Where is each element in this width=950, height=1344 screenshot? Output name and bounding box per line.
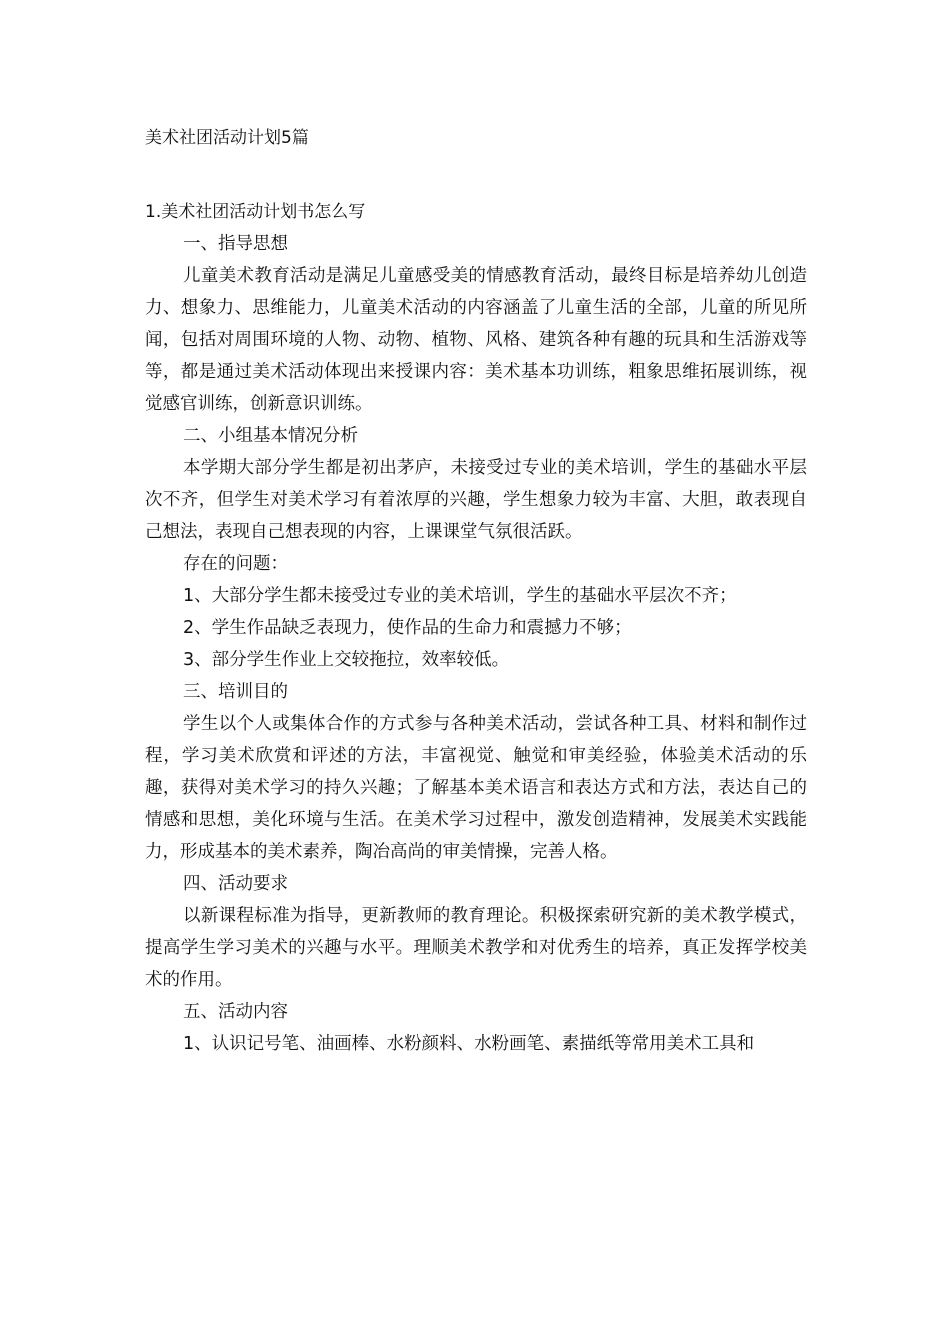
- document-body: [145, 196, 807, 1060]
- section-heading-training-purpose: 三、培训目的: [183, 682, 288, 702]
- paragraph-guiding-thought: 儿童美术教育活动是满足儿童感受美的情感教育活动，最终目标是培养幼儿创造力、想象力、思维能力，儿童美术活动的内容涵盖了儿童生活的全部，儿童的所见所闻，包括对周围环境的人物、动物、植物、风格、建筑各种有趣的玩具和生活游戏等等，都是通过美术活动体现出来授课内容：美术基本功训练，粗象思维拓展训练，视觉感官训练，创新意识训练。: [145, 266, 807, 414]
- section-heading-activity-content: 五、活动内容: [183, 1002, 288, 1022]
- section-heading-guiding-thought: 一、指导思想: [183, 234, 288, 254]
- issue-item: 1、大部分学生都未接受过专业的美术培训，学生的基础水平层次不齐；: [183, 586, 737, 606]
- paragraph-group-analysis: 本学期大部分学生都是初出茅庐，未接受过专业的美术培训，学生的基础水平层次不齐，但学生对美术学习有着浓厚的兴趣，学生想象力较为丰富、大胆，敢表现自己想法，表现自己想表现的内容，上课课堂气氛很活跃。: [145, 458, 807, 542]
- paragraph-activity-requirements: 以新课程标准为指导，更新教师的教育理论。积极探索研究新的美术教学模式，提高学生学习美术的兴趣与水平。理顺美术教学和对优秀生的培养，真正发挥学校美术的作用。: [145, 906, 807, 990]
- document-title: 美术社团活动计划5篇: [145, 128, 309, 148]
- paragraph-training-purpose: 学生以个人或集体合作的方式参与各种美术活动，尝试各种工具、材料和制作过程，学习美术欣赏和评述的方法，丰富视觉、触觉和审美经验，体验美术活动的乐趣，获得对美术学习的持久兴趣；了解基本美术语言和表达方式和方法，表达自己的情感和思想，美化环境与生活。在美术学习过程中，激发创造精神，发展美术实践能力，形成基本的美术素养，陶冶高尚的审美情操，完善人格。: [145, 714, 807, 862]
- paragraph-activity-content: 1、认识记号笔、油画棒、水粉颜料、水粉画笔、素描纸等常用美术工具和: [183, 1034, 755, 1054]
- section-heading-group-analysis: 二、小组基本情况分析: [183, 426, 358, 446]
- issues-label: 存在的问题：: [183, 554, 288, 574]
- document-subtitle: 1.美术社团活动计划书怎么写: [145, 202, 366, 222]
- issue-item: 3、部分学生作业上交较拖拉，效率较低。: [183, 650, 510, 670]
- section-heading-activity-requirements: 四、活动要求: [183, 874, 288, 894]
- issue-item: 2、学生作品缺乏表现力，使作品的生命力和震撼力不够；: [183, 618, 632, 638]
